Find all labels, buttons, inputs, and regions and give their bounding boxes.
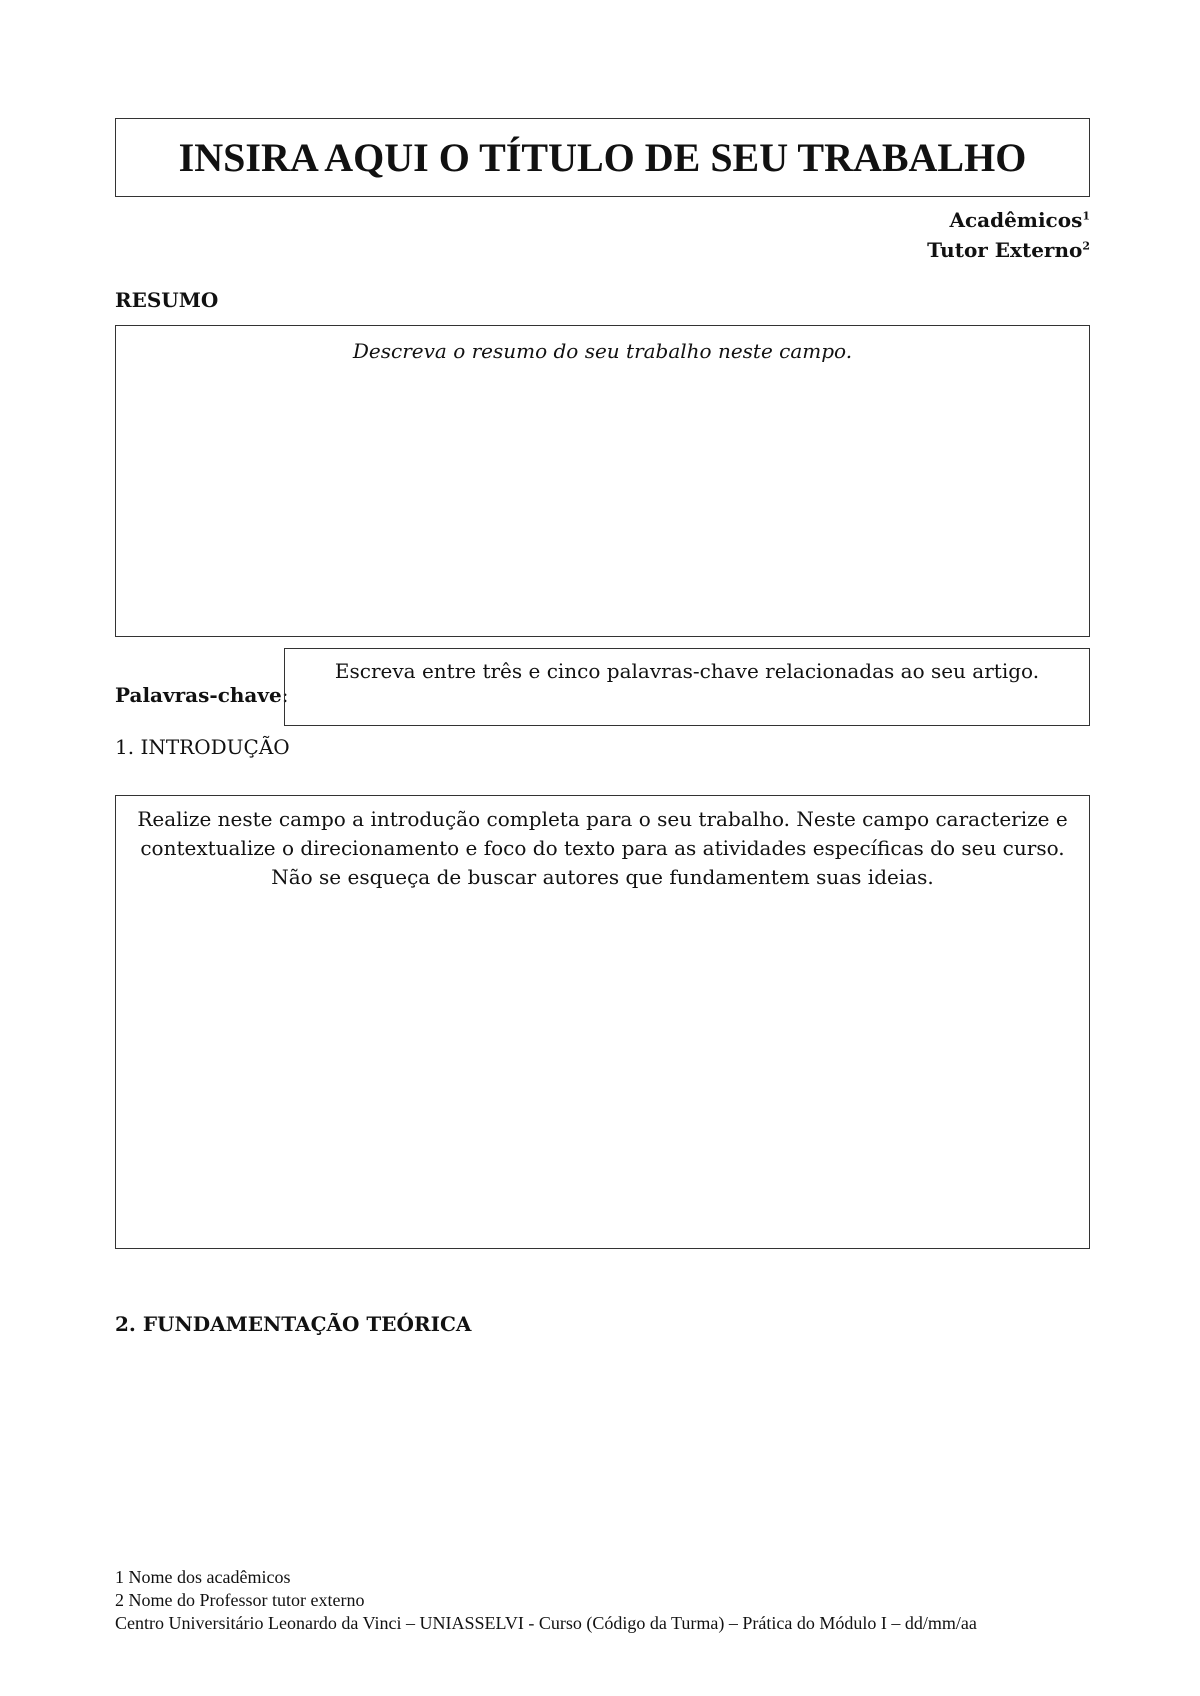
authors-block bbox=[927, 205, 1090, 265]
keywords-label bbox=[115, 683, 288, 707]
fundamentacao-heading: 2. FUNDAMENTAÇÃO TEÓRICA bbox=[115, 1312, 472, 1336]
introducao-field[interactable] bbox=[115, 795, 1090, 1249]
keywords-separator: : bbox=[281, 683, 289, 707]
academics-line bbox=[927, 205, 1090, 235]
document-title: INSIRA AQUI O TÍTULO DE SEU TRABALHO bbox=[178, 135, 1027, 180]
resumo-field[interactable] bbox=[115, 325, 1090, 637]
title-box[interactable] bbox=[115, 118, 1090, 197]
academics-label: Acadêmicos bbox=[949, 208, 1083, 232]
institution-line: Centro Universitário Leonardo da Vinci – UNIASSELVI - Curso (Código da Turma) – Prática do Módulo I – dd/mm/aa bbox=[115, 1613, 977, 1633]
introducao-heading: 1. INTRODUÇÃO bbox=[115, 735, 290, 759]
tutor-footnote-ref[interactable]: 2 bbox=[1082, 239, 1090, 253]
tutor-label: Tutor Externo bbox=[927, 238, 1083, 262]
academics-footnote-ref[interactable]: 1 bbox=[1082, 209, 1090, 223]
resumo-placeholder: Descreva o resumo do seu trabalho neste campo. bbox=[352, 339, 853, 363]
tutor-line bbox=[927, 235, 1090, 265]
footnotes bbox=[115, 1566, 977, 1635]
footnote-2: 2 Nome do Professor tutor externo bbox=[115, 1590, 365, 1610]
resumo-heading: RESUMO bbox=[115, 288, 219, 312]
keywords-label-text: Palavras-chave bbox=[115, 683, 282, 707]
introducao-placeholder: Realize neste campo a introdução completa para o seu trabalho. Neste campo caracterize e contextualize o direcionamento e foco do texto para as atividades específicas do seu curso. Não se esqueça de buscar autores que fundamentem suas ideias. bbox=[137, 807, 1068, 889]
footnote-1: 1 Nome dos acadêmicos bbox=[115, 1567, 291, 1587]
keywords-field[interactable] bbox=[281, 648, 1090, 726]
keywords-placeholder: Escreva entre três e cinco palavras-chave relacionadas ao seu artigo. bbox=[334, 659, 1040, 683]
